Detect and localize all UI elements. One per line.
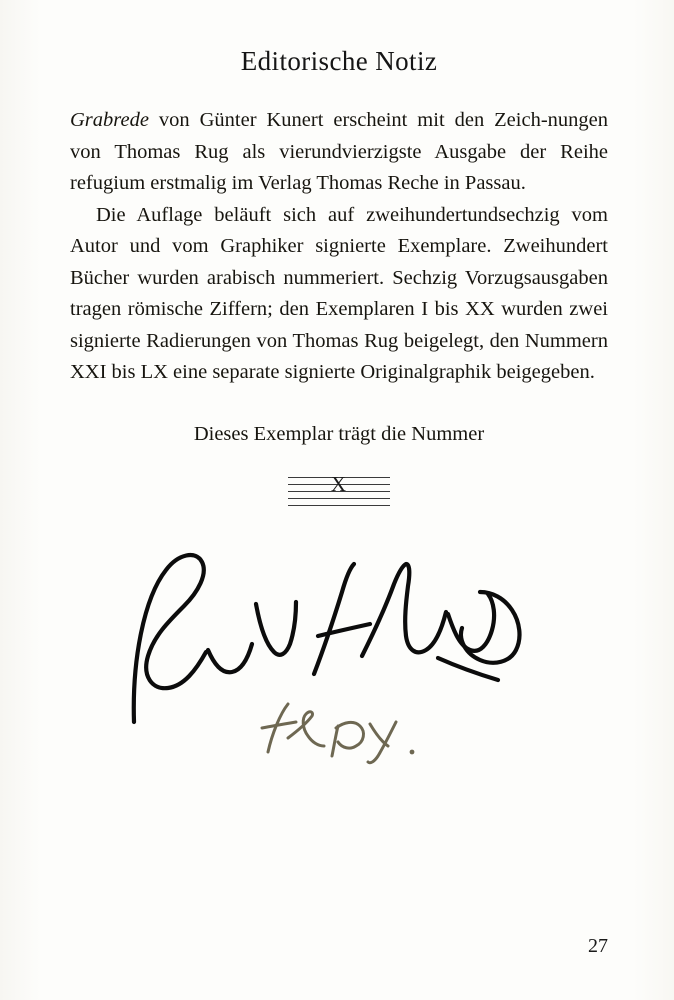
- page-content: [70, 46, 608, 856]
- signature-artist-icon: [258, 694, 448, 774]
- stave-rule: [288, 505, 390, 506]
- page-number: 27: [588, 935, 608, 957]
- stave-rule: [288, 498, 390, 499]
- signature-artist: [258, 694, 448, 779]
- work-title: Grabrede: [70, 109, 149, 131]
- page-title: Editorische Notiz: [240, 46, 438, 76]
- paragraph-2: Die Auflage beläuft sich auf zweihundertundsechzig vom Autor und vom Graphiker signierte Exemplare. Zweihundert Bücher wurden arabisch nummeriert. Sechzig Vorzugsausgaben tragen römische Ziffern; den Exemplaren I bis XX wurden zwei signierte Radierungen von Thomas Rug beigelegt, den Nummern XXI bis LX eine separate signierte Originalgraphik beigegeben.: [70, 203, 608, 383]
- paragraph-1: [70, 105, 608, 200]
- copy-number-line: Dieses Exemplar trägt die Nummer: [193, 422, 485, 445]
- copy-number-stave: [288, 471, 390, 508]
- signature-area: [70, 526, 608, 856]
- copy-number-value: X: [330, 471, 348, 496]
- body-text: [70, 105, 608, 389]
- paragraph-1-text: von Günter Kunert erscheint mit den Zeich-nungen von Thomas Rug als vierundvierzigste Ausgabe der Reihe refugium erstmalig im Verlag Thomas Reche in Passau.: [70, 109, 608, 194]
